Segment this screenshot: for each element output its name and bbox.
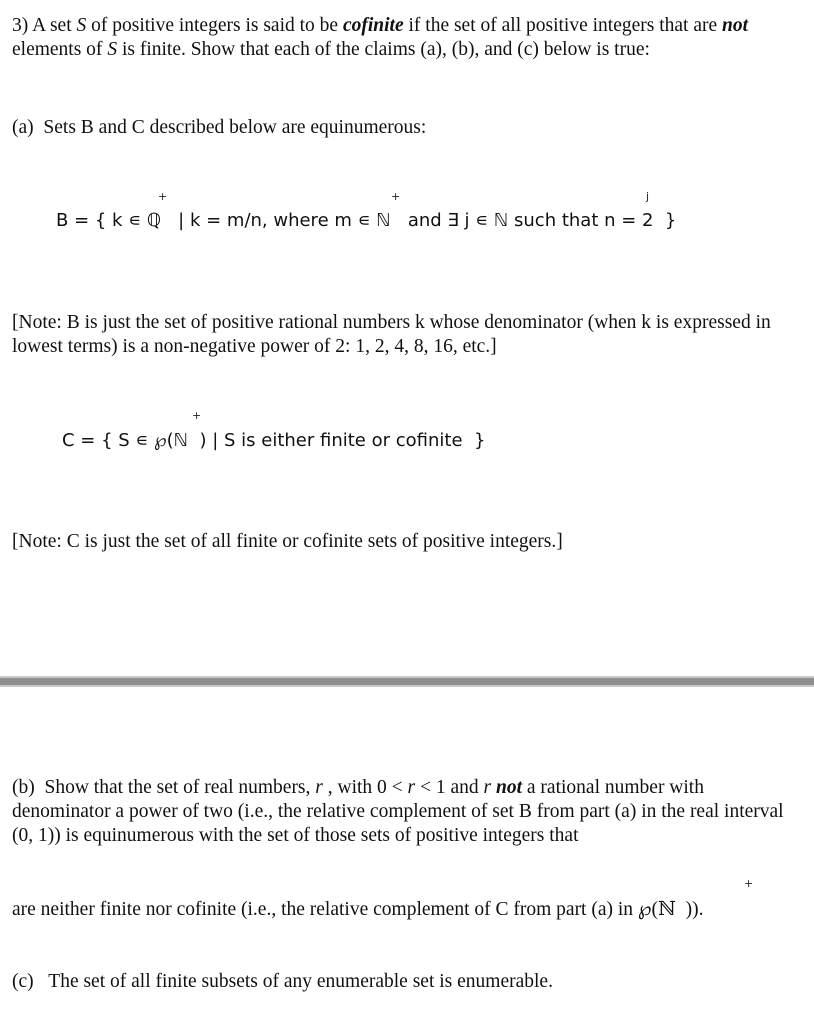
part-c xyxy=(12,970,553,994)
part-b-text: (b) Show that the set of real numbers, r , with 0 < r < 1 and r not a rational number with denominator a power of two (i.e., the relative complement of set B from part (a) in the real interval (0, 1)) is equinumerous with the set of those sets of positive integers that xyxy=(12,777,784,846)
part-b-continuation: are neither finite nor cofinite (i.e., the relative complement of C from part (a) in ℘(ℕ )). xyxy=(12,899,704,920)
set-c-sup-n: + xyxy=(192,409,202,422)
part-c-text: The set of all finite subsets of any enumerable set is enumerable. xyxy=(48,971,553,992)
set-c-definition: C = { S ∊ ℘(ℕ ) | S is either finite or cofinite } xyxy=(62,430,486,451)
note-b: [Note: B is just the set of positive rational numbers k whose denominator (when k is expressed in lowest terms) is a non-negative power of 2: 1, 2, 4, 8, 16, etc.] xyxy=(12,312,771,357)
set-b-definition: B = { k ∊ ℚ | k = m/n, where m ∊ ℕ and ∃ j ∊ ℕ such that n = 2 } xyxy=(56,210,677,231)
page-divider xyxy=(0,676,814,687)
set-b-sup-n: + xyxy=(391,190,401,203)
set-b-sup-j: j xyxy=(646,190,650,203)
part-a-label: (a) xyxy=(12,117,34,138)
question-intro: 3) A set S of positive integers is said to be cofinite if the set of all positive integers that are not elements of S is finite. Show that each of the claims (a), (b), and (c) below is true: xyxy=(12,15,749,60)
question-number: 3) xyxy=(12,15,29,36)
part-c-label: (c) xyxy=(12,971,34,992)
part-b-label: (b) xyxy=(12,777,35,798)
part-b-sup-n: + xyxy=(744,877,754,890)
part-a-text: Sets B and C described below are equinumerous: xyxy=(43,117,427,138)
part-a-heading xyxy=(12,116,426,140)
note-c: [Note: C is just the set of all finite or cofinite sets of positive integers.] xyxy=(12,531,563,552)
set-b-sup-q: + xyxy=(158,190,168,203)
